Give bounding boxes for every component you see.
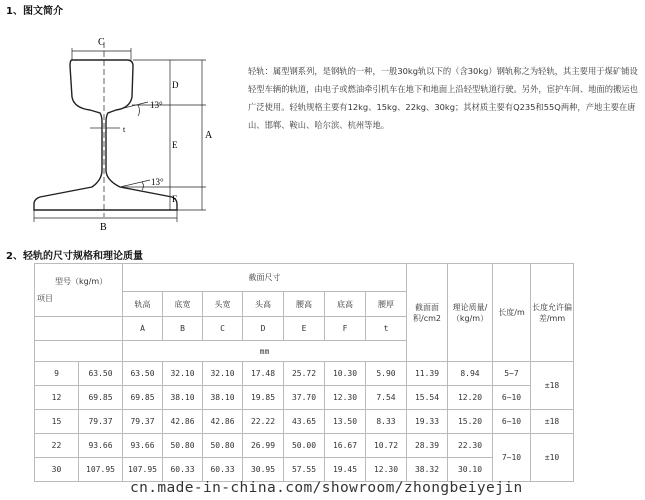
cell-a: 107.95 <box>123 458 163 482</box>
col-letter: F <box>325 317 366 341</box>
cell-f: 19.45 <box>325 458 366 482</box>
section-1-title: 1、图文简介 <box>6 6 63 17</box>
dim-label-a: A <box>205 130 213 141</box>
cell-area: 15.54 <box>407 386 448 410</box>
col-header: 底高 <box>325 292 366 317</box>
cell-a: 63.50 <box>123 362 163 386</box>
cell-c: 38.10 <box>203 386 243 410</box>
cell-e: 57.55 <box>284 458 325 482</box>
blank-cell <box>35 341 123 362</box>
table-row <box>35 386 574 410</box>
cell-length: 6~10 <box>493 386 531 410</box>
cell-area: 28.39 <box>407 434 448 458</box>
cell-tolerance: ±18 <box>531 410 574 434</box>
intro-line: 宦护车间、地面的搬运也广泛使用。轻轨规格主要有12kg、15kg、22kg、30kg；其材质主要有 <box>248 84 638 112</box>
cell-tolerance: ±10 <box>531 434 574 482</box>
intro-line: 轻轨：属型钢系列，是钢轨的一种，一般30kg轨以下的（含30kg）钢轨称之为轻轨，其主要 <box>248 66 588 76</box>
dim-label-c: C <box>98 37 105 48</box>
table-row <box>35 410 574 434</box>
cell-e: 25.72 <box>284 362 325 386</box>
cell-b: 38.10 <box>163 386 203 410</box>
cell-weight: 63.50 <box>79 362 123 386</box>
dim-label-d: D <box>172 80 179 90</box>
cell-mass: 8.94 <box>448 362 493 386</box>
col-header: 头高 <box>243 292 284 317</box>
area-header: 截面面积/cm2 <box>407 264 448 362</box>
cell-t: 12.30 <box>366 458 407 482</box>
cell-model: 12 <box>35 386 79 410</box>
cell-e: 50.00 <box>284 434 325 458</box>
dim-label-f: F <box>172 194 178 204</box>
cell-c: 42.86 <box>203 410 243 434</box>
cell-e: 43.65 <box>284 410 325 434</box>
col-header: 底宽 <box>163 292 203 317</box>
watermark-url: cn.made-in-china.com/showroom/zhongbeiyejin <box>130 480 523 496</box>
model-header <box>35 264 123 317</box>
intro-line: Q235和55Q两种，产地主要在唐山、邯郸、鞍山、哈尔滨、杭州等地。 <box>248 102 636 130</box>
col-letter: D <box>243 317 284 341</box>
cell-area: 38.32 <box>407 458 448 482</box>
cell-e: 37.70 <box>284 386 325 410</box>
cell-b: 60.33 <box>163 458 203 482</box>
col-header: 头宽 <box>203 292 243 317</box>
cell-weight: 93.66 <box>79 434 123 458</box>
cell-t: 8.33 <box>366 410 407 434</box>
cell-model: 9 <box>35 362 79 386</box>
col-header: 腰厚 <box>366 292 407 317</box>
cell-f: 12.30 <box>325 386 366 410</box>
cell-weight: 107.95 <box>79 458 123 482</box>
cell-length: 7~10 <box>493 434 531 482</box>
item-header-label: 项目 <box>37 294 53 303</box>
dim-label-b: B <box>100 222 107 230</box>
cell-t: 10.72 <box>366 434 407 458</box>
cell-mass: 22.30 <box>448 434 493 458</box>
cell-mass: 30.10 <box>448 458 493 482</box>
table-row <box>35 362 574 386</box>
tolerance-header: 长度允许偏差/mm <box>531 264 574 362</box>
unit-cell: mm <box>123 341 407 362</box>
table-row <box>35 434 574 458</box>
cell-area: 19.33 <box>407 410 448 434</box>
cell-c: 32.10 <box>203 362 243 386</box>
cell-tolerance: ±18 <box>531 362 574 410</box>
cell-d: 19.85 <box>243 386 284 410</box>
cell-model: 30 <box>35 458 79 482</box>
col-letter: A <box>123 317 163 341</box>
dim-label-e: E <box>172 140 178 150</box>
cell-area: 11.39 <box>407 362 448 386</box>
cell-a: 79.37 <box>123 410 163 434</box>
cell-t: 7.54 <box>366 386 407 410</box>
col-letter: E <box>284 317 325 341</box>
rail-spec-table <box>34 263 574 482</box>
cell-c: 50.80 <box>203 434 243 458</box>
cell-f: 16.67 <box>325 434 366 458</box>
cell-mass: 15.20 <box>448 410 493 434</box>
mass-header: 理论质量/（kg/m） <box>448 264 493 362</box>
cell-weight: 79.37 <box>79 410 123 434</box>
intro-paragraph <box>248 62 640 134</box>
cell-a: 69.85 <box>123 386 163 410</box>
blank-cell <box>35 317 123 341</box>
intro-line: 用于煤矿铺设轻型车辆的轨道，由电子或燃油牵引机车在地下和地面上沿轻型轨道行驶。另外， <box>248 66 638 94</box>
angle-label-bottom: 13° <box>151 177 164 187</box>
model-header-label: 型号（kg/m） <box>55 277 108 286</box>
dim-label-t: t <box>123 125 126 134</box>
angle-label-top: 13° <box>150 100 163 110</box>
col-header: 腰高 <box>284 292 325 317</box>
cell-b: 50.80 <box>163 434 203 458</box>
cell-length: 6~10 <box>493 410 531 434</box>
cell-b: 32.10 <box>163 362 203 386</box>
col-header: 轨高 <box>123 292 163 317</box>
cell-d: 22.22 <box>243 410 284 434</box>
col-letter: C <box>203 317 243 341</box>
cell-length: 5~7 <box>493 362 531 386</box>
cell-mass: 12.20 <box>448 386 493 410</box>
cell-f: 10.30 <box>325 362 366 386</box>
section-size-header: 截面尺寸 <box>123 264 407 292</box>
col-letter: t <box>366 317 407 341</box>
cell-b: 42.86 <box>163 410 203 434</box>
cell-t: 5.90 <box>366 362 407 386</box>
length-header: 长度/m <box>493 264 531 362</box>
col-letter: B <box>163 317 203 341</box>
cell-model: 15 <box>35 410 79 434</box>
cell-f: 13.50 <box>325 410 366 434</box>
cell-d: 30.95 <box>243 458 284 482</box>
rail-cross-section-diagram <box>20 22 240 230</box>
cell-d: 17.48 <box>243 362 284 386</box>
section-2-title: 2、轻轨的尺寸规格和理论质量 <box>6 251 143 262</box>
cell-weight: 69.85 <box>79 386 123 410</box>
cell-d: 26.99 <box>243 434 284 458</box>
cell-model: 22 <box>35 434 79 458</box>
cell-c: 60.33 <box>203 458 243 482</box>
cell-a: 93.66 <box>123 434 163 458</box>
